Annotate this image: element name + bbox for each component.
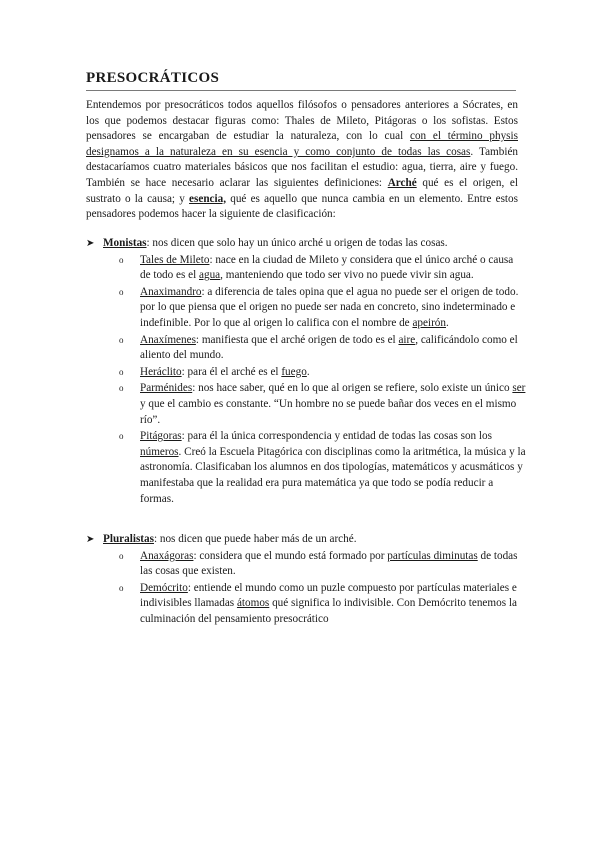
- intro-text-3: qué es el origen, el sustrato o la causa; y: [86, 176, 519, 205]
- circle-bullet-icon: o: [119, 366, 124, 377]
- item-key-term: átomos: [236, 597, 270, 610]
- list-item: [86, 365, 526, 381]
- monistas-section: [86, 236, 526, 507]
- circle-bullet-icon: o: [119, 286, 124, 297]
- item-text: .: [446, 316, 449, 329]
- item-key-term: partículas diminutas: [387, 549, 478, 562]
- item-text: y que el cambio es constante. “Un hombre no se puede bañar dos veces en el mismo río”.: [140, 397, 517, 426]
- item-key-term: agua: [199, 269, 221, 282]
- pluralistas-section: [86, 532, 526, 628]
- physis-definition: con el término physis designamos a la naturaleza en su esencia y como conjunto de todas las cosas: [86, 130, 518, 158]
- philosopher-name: Anaxágoras: [140, 549, 194, 562]
- pluralistas-heading: [86, 532, 526, 548]
- circle-bullet-icon: o: [119, 254, 124, 265]
- intro-text-4: qué es aquello que nunca cambia en un elemento. Entre estos pensadores podemos hacer la siguiente de clasificación:: [86, 192, 518, 221]
- intro-text-2: . También destacaríamos cuatro materiales básicos que nos facilitan el estudio: agua, tierra, aire y fuego. También se hace necesario aclarar las siguientes definiciones:: [86, 145, 519, 189]
- philosopher-name: Anaxímenes: [140, 333, 196, 346]
- philosopher-name: Parménides: [140, 382, 193, 395]
- circle-bullet-icon: o: [119, 550, 124, 561]
- philosopher-name: Demócrito: [140, 581, 188, 594]
- list-item: [86, 581, 526, 628]
- philosopher-name: Tales de Mileto: [140, 253, 210, 266]
- circle-bullet-icon: o: [119, 582, 124, 593]
- arrow-bullet-icon: ➤: [86, 238, 95, 249]
- item-text: : entiende el mundo como un puzle compuesto por partículas materiales e indivisibles llamadas: [140, 581, 517, 610]
- philosopher-name: Pitágoras: [140, 430, 182, 443]
- item-text: : para él la única correspondencia y entidad de todas las cosas son los: [181, 430, 492, 443]
- circle-bullet-icon: o: [119, 334, 124, 345]
- item-text: .: [306, 365, 310, 378]
- intro-paragraph: [86, 98, 518, 223]
- item-key-term: aire: [398, 333, 416, 346]
- item-key-term: apeirón: [412, 316, 446, 329]
- arche-term: Arché: [387, 176, 417, 189]
- item-text: : para él el arché es el: [181, 365, 282, 378]
- esencia-term: esencia,: [189, 192, 227, 205]
- monistas-label: Monistas: [103, 237, 147, 249]
- item-text: : nace en la ciudad de Mileto y considera que el único arché o causa de todo es el: [140, 253, 514, 282]
- philosopher-name: Heráclito: [140, 365, 182, 378]
- list-item: [86, 381, 526, 428]
- list-item: [86, 549, 526, 580]
- item-key-term: números: [140, 445, 179, 458]
- monistas-heading: [86, 236, 526, 252]
- list-item: [86, 253, 526, 284]
- philosopher-name: Anaximandro: [140, 285, 202, 298]
- item-text: qué significa lo indivisible. Con Demócrito tenemos la culminación del pensamiento presocrático: [140, 597, 517, 625]
- list-item: [86, 333, 526, 364]
- item-text: , calificándolo como el aliento del mundo.: [140, 333, 518, 362]
- item-text: : manifiesta que el arché origen de todo es el: [195, 333, 399, 346]
- item-text: , manteniendo que todo ser vivo no puede vivir sin agua.: [220, 269, 474, 282]
- page-title: PRESOCRÁTICOS: [86, 70, 516, 91]
- intro-text-1: Entendemos por presocráticos todos aquellos filósofos o pensadores anteriores a Sócrates, en los que podemos destacar figuras como: Thales de Mileto, Pitágoras o los sofistas. Estos pensadores se encargaban de estudiar la naturaleza, con lo cual: [86, 99, 518, 143]
- pluralistas-label: Pluralistas: [103, 533, 154, 545]
- item-text: : considera que el mundo está formado por: [193, 549, 388, 562]
- item-text: . Creó la Escuela Pitagórica con disciplinas como la aritmética, la música y la astronomía. Clasificaban los alumnos en dos tipologías, matemáticos y acusmáticos y manifestaba que la realidad era pura matemática ya que todo se podía reducir a formas.: [140, 445, 526, 505]
- monistas-desc: : nos dicen que solo hay un único arché u origen de todas las cosas.: [146, 237, 448, 249]
- circle-bullet-icon: o: [119, 383, 124, 394]
- item-key-term: fuego: [281, 365, 307, 378]
- list-item: [86, 285, 526, 332]
- circle-bullet-icon: o: [119, 431, 124, 442]
- arrow-bullet-icon: ➤: [86, 534, 95, 545]
- list-item: [86, 429, 526, 507]
- item-key-term: ser: [512, 382, 526, 395]
- item-text: : a diferencia de tales opina que el agua no puede ser el origen de todo. por lo que piensa que el origen no puede ser nada en concreto, sino indeterminado e indefinible. Por lo que al origen lo califica con el nombre de: [140, 285, 519, 329]
- item-text: : nos hace saber, qué en lo que al origen se refiere, solo existe un único: [192, 382, 513, 395]
- pluralistas-desc: : nos dicen que puede haber más de un arché.: [153, 533, 357, 545]
- item-text: de todas las cosas que existen.: [140, 549, 518, 578]
